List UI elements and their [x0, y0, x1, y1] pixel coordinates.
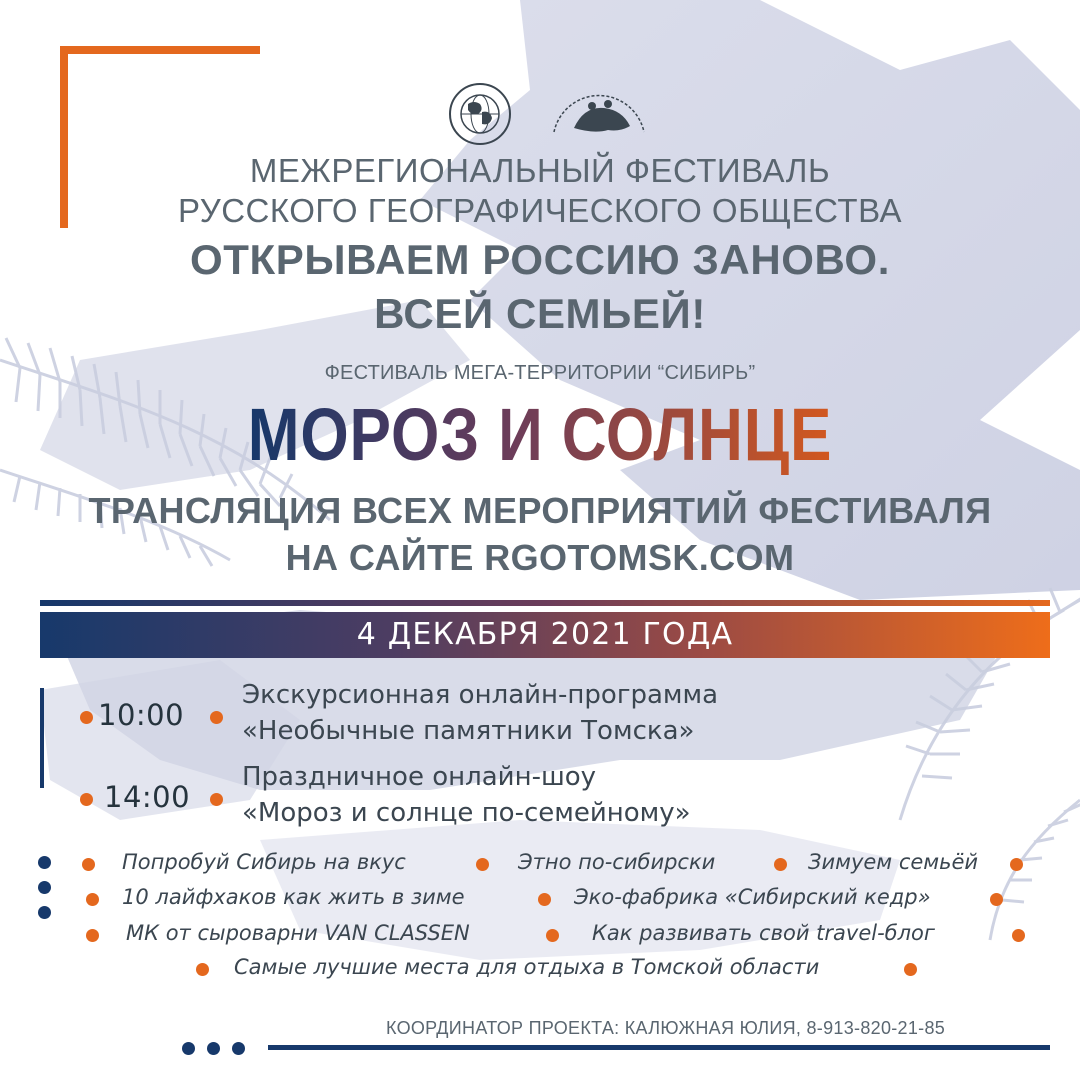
header-line-1: МЕЖРЕГИОНАЛЬНЫЙ ФЕСТИВАЛЬ [249, 152, 831, 189]
schedule-event-line-2: «Мороз и солнце по-семейному» [242, 798, 691, 828]
logos [440, 82, 670, 146]
bullet-dot-icon [538, 893, 551, 906]
bullet-dot-icon [80, 711, 93, 724]
bullet-dot-icon [1012, 929, 1025, 942]
bullet-dot-icon [86, 929, 99, 942]
decor-dot-icon [38, 881, 51, 894]
decor-dot-icon [182, 1042, 195, 1055]
bullet-dot-icon [86, 893, 99, 906]
bullet-dot-icon [546, 929, 559, 942]
bullet-dot-icon [1010, 858, 1023, 871]
decor-dot-icon [38, 906, 51, 919]
coordinator-text: КООРДИНАТОР ПРОЕКТА: КАЛЮЖНАЯ ЮЛИЯ, 8-913-820-21-85 [386, 1018, 946, 1038]
broadcast-line-2: НА САЙТЕ RGOTOMSK.COM [285, 537, 795, 578]
schedule-event-line-1: Праздничное онлайн-шоу [242, 762, 597, 792]
schedule-event-line-2: «Необычные памятники Томска» [242, 716, 695, 746]
decor-dot-icon [207, 1042, 220, 1055]
family-travel-club-logo-icon [544, 82, 654, 146]
activity-item: Как развивать свой travel-блог [592, 921, 935, 945]
bullet-dot-icon [774, 858, 787, 871]
corner-bracket-top [60, 46, 260, 54]
schedule-event-line-1: Экскурсионная онлайн-программа [242, 680, 719, 710]
festival-name-text: МОРОЗ И СОЛНЦЕ [247, 393, 833, 476]
activity-item: Зимуем семьёй [808, 850, 979, 874]
decor-dot-icon [232, 1042, 245, 1055]
date-band-top-stripe [40, 600, 1050, 606]
date-band [40, 612, 1050, 658]
bullet-dot-icon [904, 963, 917, 976]
date-text: 4 ДЕКАБРЯ 2021 ГОДА [356, 617, 734, 652]
festival-subtitle: ФЕСТИВАЛЬ МЕГА-ТЕРРИТОРИИ “СИБИРЬ” [324, 362, 756, 384]
bullet-dot-icon [990, 893, 1003, 906]
schedule-time: 10:00 [98, 698, 185, 732]
activity-item: Самые лучшие места для отдыха в Томской области [234, 955, 820, 979]
headline-line-1: ОТКРЫВАЕМ РОССИЮ ЗАНОВО. [190, 236, 890, 283]
decor-dot-icon [38, 856, 51, 869]
headline-line-2: ВСЕЙ СЕМЬЕЙ! [374, 290, 706, 337]
bullet-dot-icon [80, 793, 93, 806]
bullet-dot-icon [210, 711, 223, 724]
activity-item: 10 лайфхаков как жить в зиме [122, 885, 465, 909]
bullet-dot-icon [476, 858, 489, 871]
activity-item: Этно по-сибирски [518, 850, 716, 874]
broadcast-line-1: ТРАНСЛЯЦИЯ ВСЕХ МЕРОПРИЯТИЙ ФЕСТИВАЛЯ [88, 490, 992, 531]
activity-item: Попробуй Сибирь на вкус [122, 850, 406, 874]
schedule-side-bar [40, 688, 44, 788]
footer-line [268, 1045, 1050, 1050]
rgo-globe-logo-icon [440, 82, 520, 146]
bullet-dot-icon [210, 793, 223, 806]
schedule-time: 14:00 [104, 780, 191, 814]
activity-item: МК от сыроварни VAN CLASSEN [126, 921, 470, 945]
header-line-2: РУССКОГО ГЕОГРАФИЧЕСКОГО ОБЩЕСТВА [177, 192, 903, 229]
activity-item: Эко-фабрика «Сибирский кедр» [574, 885, 931, 909]
bullet-dot-icon [82, 858, 95, 871]
bullet-dot-icon [196, 963, 209, 976]
festival-name [86, 392, 993, 477]
